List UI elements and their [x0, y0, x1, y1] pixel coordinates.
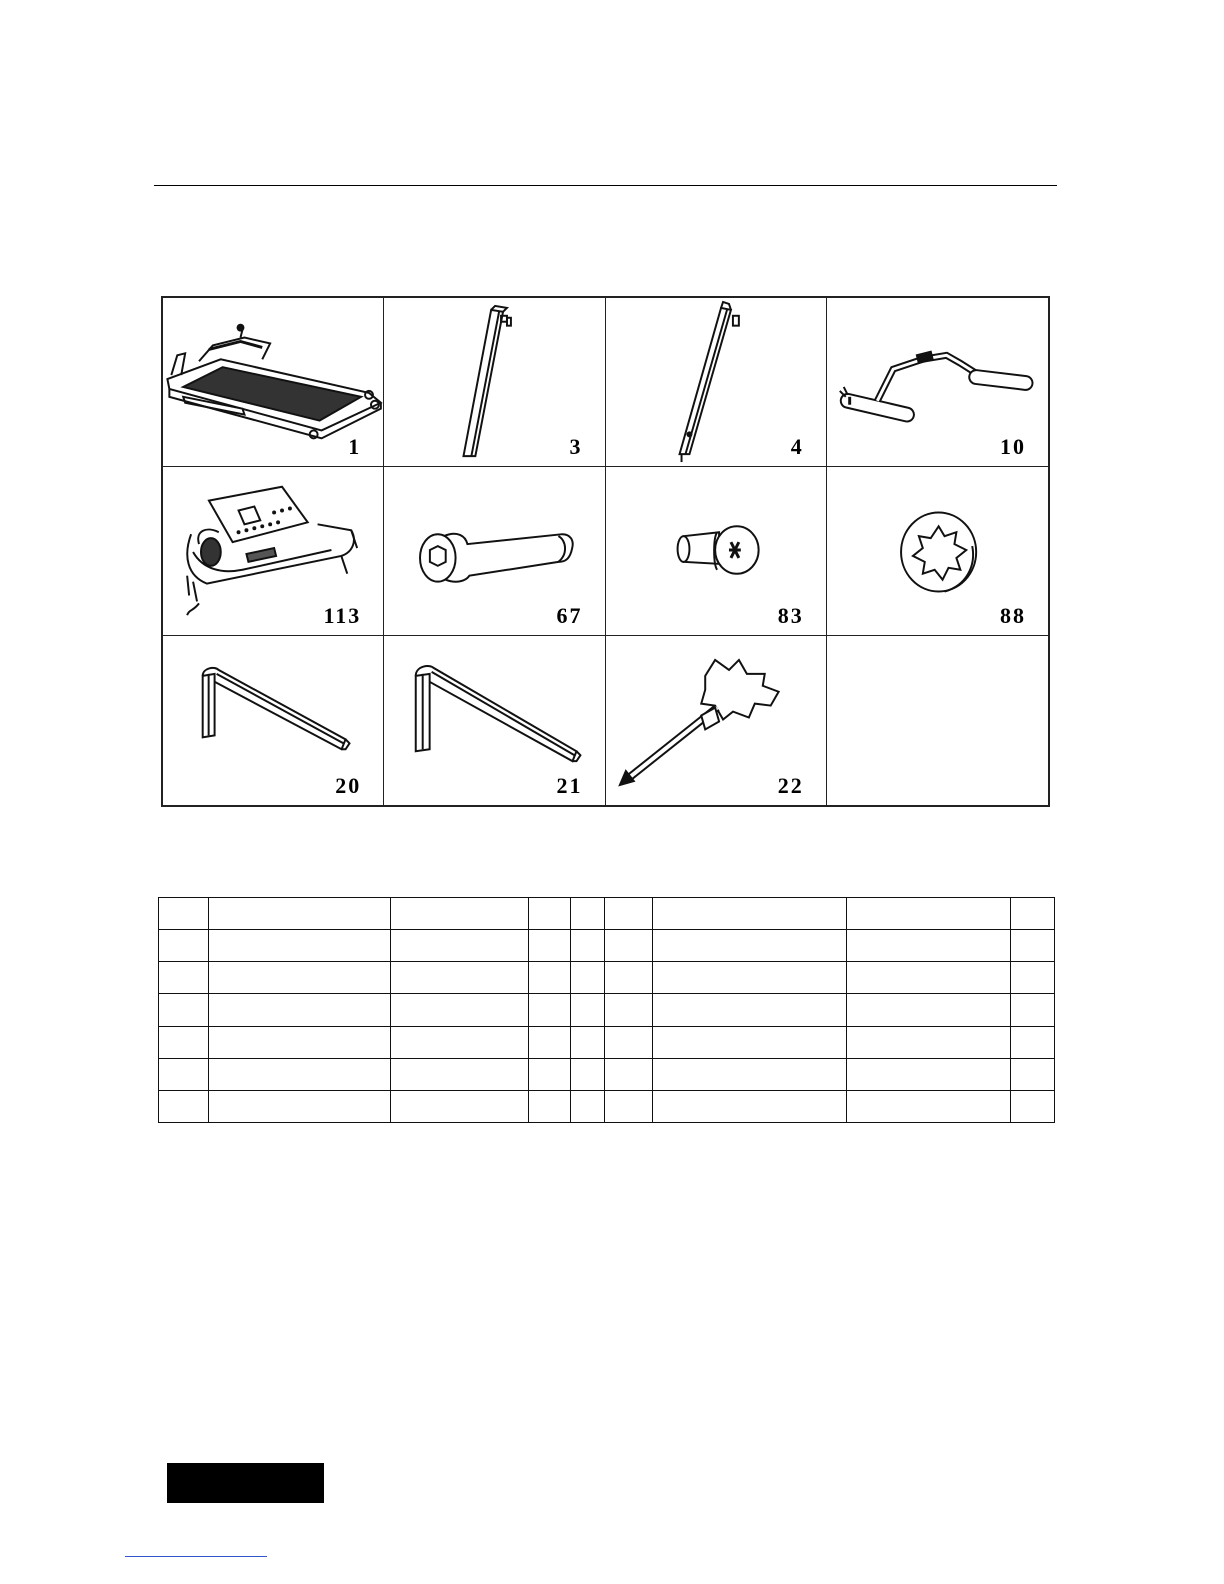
part-number: 3 — [569, 434, 583, 459]
header-rule — [154, 185, 1057, 186]
table-cell — [1011, 994, 1055, 1026]
table-cell — [209, 1058, 391, 1090]
table-cell — [529, 1058, 571, 1090]
part-number: 10 — [1000, 434, 1026, 459]
table-row — [159, 1026, 1055, 1058]
table-cell — [159, 930, 209, 962]
table-cell — [1011, 1026, 1055, 1058]
table-cell — [391, 898, 529, 930]
part-cell-67 — [384, 467, 605, 636]
table-cell — [209, 898, 391, 930]
table-row — [159, 994, 1055, 1026]
table-cell — [653, 1090, 847, 1122]
table-cell — [571, 930, 605, 962]
part-cell-22 — [606, 636, 827, 805]
part-number: 83 — [777, 603, 804, 628]
table-cell — [571, 1026, 605, 1058]
parts-grid — [161, 296, 1050, 807]
table-cell — [653, 898, 847, 930]
footer-link-underline — [125, 1556, 267, 1557]
table-cell — [391, 1090, 529, 1122]
table-cell — [847, 1026, 1011, 1058]
parts-table — [158, 897, 1055, 1123]
table-cell — [1011, 898, 1055, 930]
part-number: 1 — [348, 434, 362, 459]
table-cell — [653, 962, 847, 994]
table-cell — [159, 1058, 209, 1090]
part-cell-4 — [606, 298, 827, 467]
table-cell — [571, 994, 605, 1026]
table-cell — [847, 898, 1011, 930]
table-cell — [571, 1058, 605, 1090]
table-cell — [605, 898, 653, 930]
table-cell — [605, 1026, 653, 1058]
table-cell — [209, 930, 391, 962]
table-cell — [605, 994, 653, 1026]
table-cell — [209, 1090, 391, 1122]
table-cell — [391, 1058, 529, 1090]
table-cell — [391, 994, 529, 1026]
table-cell — [159, 962, 209, 994]
part-number: 67 — [556, 603, 583, 628]
table-cell — [159, 1090, 209, 1122]
table-cell — [529, 898, 571, 930]
table-row — [159, 1058, 1055, 1090]
table-cell — [159, 1026, 209, 1058]
part-cell-3 — [384, 298, 605, 467]
part-cell-20 — [163, 636, 384, 805]
table-cell — [847, 994, 1011, 1026]
part-cell-88 — [827, 467, 1048, 636]
table-cell — [571, 898, 605, 930]
part-cell-10 — [827, 298, 1048, 467]
table-cell — [847, 1058, 1011, 1090]
part-number: 88 — [1000, 603, 1026, 628]
table-cell — [209, 994, 391, 1026]
table-cell — [209, 1026, 391, 1058]
part-cell-83 — [606, 467, 827, 636]
part-number: 4 — [790, 434, 804, 459]
part-number: 21 — [556, 773, 583, 798]
part-number: 20 — [335, 773, 362, 798]
table-cell — [605, 962, 653, 994]
table-cell — [847, 962, 1011, 994]
table-cell — [391, 962, 529, 994]
table-cell — [571, 962, 605, 994]
table-cell — [653, 1058, 847, 1090]
table-cell — [529, 930, 571, 962]
table-cell — [391, 1026, 529, 1058]
table-cell — [391, 930, 529, 962]
table-cell — [653, 994, 847, 1026]
table-cell — [529, 1090, 571, 1122]
table-row — [159, 962, 1055, 994]
table-cell — [159, 994, 209, 1026]
table-cell — [1011, 1090, 1055, 1122]
table-cell — [1011, 1058, 1055, 1090]
part-cell-1 — [163, 298, 384, 467]
table-row — [159, 1090, 1055, 1122]
table-cell — [847, 1090, 1011, 1122]
table-cell — [605, 1090, 653, 1122]
table-cell — [529, 962, 571, 994]
part-number: 22 — [777, 773, 804, 798]
table-cell — [571, 1090, 605, 1122]
table-cell — [847, 930, 1011, 962]
table-cell — [653, 1026, 847, 1058]
table-cell — [529, 1026, 571, 1058]
part-cell-113 — [163, 467, 384, 636]
part-number: 113 — [323, 603, 362, 628]
table-cell — [1011, 962, 1055, 994]
table-cell — [1011, 930, 1055, 962]
table-row — [159, 930, 1055, 962]
table-cell — [209, 962, 391, 994]
table-cell — [159, 898, 209, 930]
part-cell-empty — [827, 636, 1048, 805]
table-row — [159, 898, 1055, 930]
table-cell — [529, 994, 571, 1026]
part-cell-21 — [384, 636, 605, 805]
table-cell — [653, 930, 847, 962]
page-footer-block — [167, 1463, 324, 1503]
table-cell — [605, 930, 653, 962]
table-cell — [605, 1058, 653, 1090]
